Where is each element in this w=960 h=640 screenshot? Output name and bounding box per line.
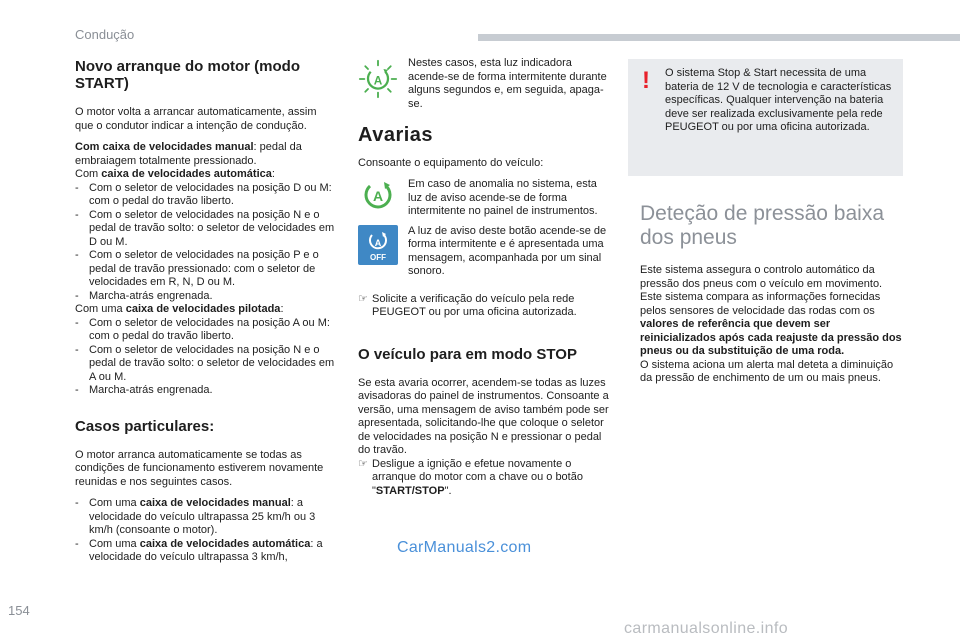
auto-stop-fault-icon	[358, 178, 398, 219]
tyre-pressure-title: Deteção de pressão baixa dos pneus	[640, 202, 884, 249]
fault-lamp-text: Em caso de anomalia no sistema, esta luz de aviso acende-se de forma intermitente no painel de instrumentos.	[408, 178, 598, 217]
start-mode-title: Novo arranque do motor (modo START)	[75, 58, 300, 92]
page-number: 154	[8, 603, 30, 618]
faults-intro: Consoante o equipamento do veículo:	[358, 156, 544, 169]
stop-mode-title: O veículo para em modo STOP	[358, 345, 577, 363]
svg-text:OFF: OFF	[370, 252, 386, 262]
list-item: - Com uma caixa de velocidades manual: a velocidade do veículo ultrapassa 25 km/h ou 3 km/h (consoante o motor).	[75, 497, 316, 536]
auto-gearbox-list	[75, 182, 337, 304]
manual-gearbox: Com caixa de velocidades manual: pedal da embraiagem totalmente pressionado.	[75, 141, 302, 167]
stop-blink-text: Nestes casos, esta luz indicadora acende-se de forma intermitente durante alguns segundos e, em seguida, apaga-se.	[408, 57, 607, 110]
list-item: - Com uma caixa de velocidades automática: a velocidade do veículo ultrapassa 3 km/h,	[75, 537, 323, 563]
pilot-gearbox-label: Com uma caixa de velocidades pilotada:	[75, 303, 284, 315]
special-cases-title: Casos particulares:	[75, 417, 215, 435]
tyre-p2: Este sistema compara as informações fornecidas pelos sensores de velocidade das rodas com os valores de referência que devem ser reinicializados após cada reajuste da pressão dos pneus ou da substituição de uma roda.	[640, 291, 902, 357]
battery-warning-box	[628, 59, 903, 176]
list-item: - Com o seletor de velocidades na posição D ou M: com o pedal do travão liberto.	[75, 181, 332, 207]
tyre-p1: Este sistema assegura o controlo automático da pressão dos pneus com o veículo em movimento.	[640, 264, 883, 290]
list-item: - Com o seletor de velocidades na posição N e o pedal de travão solto: o seletor de velocidades em D ou M.	[75, 208, 335, 248]
stop-start-off-button-icon	[358, 225, 398, 279]
start-intro: O motor volta a arrancar automaticamente, assim que o condutor indicar a intenção de condução.	[75, 106, 317, 132]
auto-gearbox-label: Com caixa de velocidades automática:	[75, 168, 275, 180]
pilot-gearbox-list	[75, 317, 337, 398]
column-left	[75, 58, 337, 565]
section-header: Condução	[75, 27, 135, 42]
list-item: ☞ Desligue a ignição e efetue novamente o arranque do motor com a chave ou o botão "START/STOP".	[358, 457, 583, 497]
special-cases-intro: O motor arranca automaticamente se todas as condições de funcionamento estiverem novamente reunidas e nos seguintes casos.	[75, 448, 324, 488]
list-item: - Com o seletor de velocidades na posição A ou M: com o pedal do travão liberto.	[75, 316, 330, 342]
list-item: ☞ Solicite a verificação do veículo pela rede PEUGEOT ou por uma oficina autorizada.	[358, 292, 577, 318]
list-item: - Marcha-atrás engrenada.	[75, 384, 213, 396]
tyre-p3: O sistema aciona um alerta mal deteta a diminuição da pressão de enchimento de um ou mais pneus.	[640, 358, 894, 384]
header-bar	[478, 34, 960, 41]
button-lamp-text: A luz de aviso deste botão acende-se de forma intermitente e é apresentada uma mensagem, acompanhada por um sinal sonoro.	[408, 224, 607, 277]
list-item: - Com o seletor de velocidades na posição N e o pedal de travão solto: o seletor de velocidades em A ou M.	[75, 343, 335, 383]
list-item: - Com o seletor de velocidades na posição P e o pedal de travão pressionado: com o seletor de velocidades em R, N, D ou M.	[75, 249, 319, 288]
stop-mode-text: Se esta avaria ocorrer, acendem-se todas as luzes avisadoras do painel de instrumentos. Consoante a versão, uma mensagem de aviso também pode ser apresentada, solicitando-lhe que coloque o seletor de velocidades na posição N e pressionar o pedal do travão.	[358, 376, 609, 456]
column-middle	[358, 57, 612, 498]
svg-text:A: A	[373, 73, 383, 88]
watermark[interactable]: CarManuals2.com	[397, 539, 532, 556]
footer-site[interactable]: carmanualsonline.info	[624, 620, 789, 637]
svg-text:A: A	[374, 237, 382, 248]
battery-warning-text: O sistema Stop & Start necessita de uma bateria de 12 V de tecnologia e características específicas. Qualquer intervenção na bateria deve ser realizada exclusivamente pela rede PEUGEOT ou por uma oficina autorizada.	[665, 67, 892, 133]
faults-title: Avarias	[358, 124, 434, 146]
list-item: - Marcha-atrás engrenada.	[75, 289, 213, 302]
svg-text:A: A	[372, 188, 384, 204]
auto-stop-blink-icon	[358, 57, 398, 111]
warning-icon: !	[642, 67, 650, 94]
column-right	[640, 202, 902, 386]
